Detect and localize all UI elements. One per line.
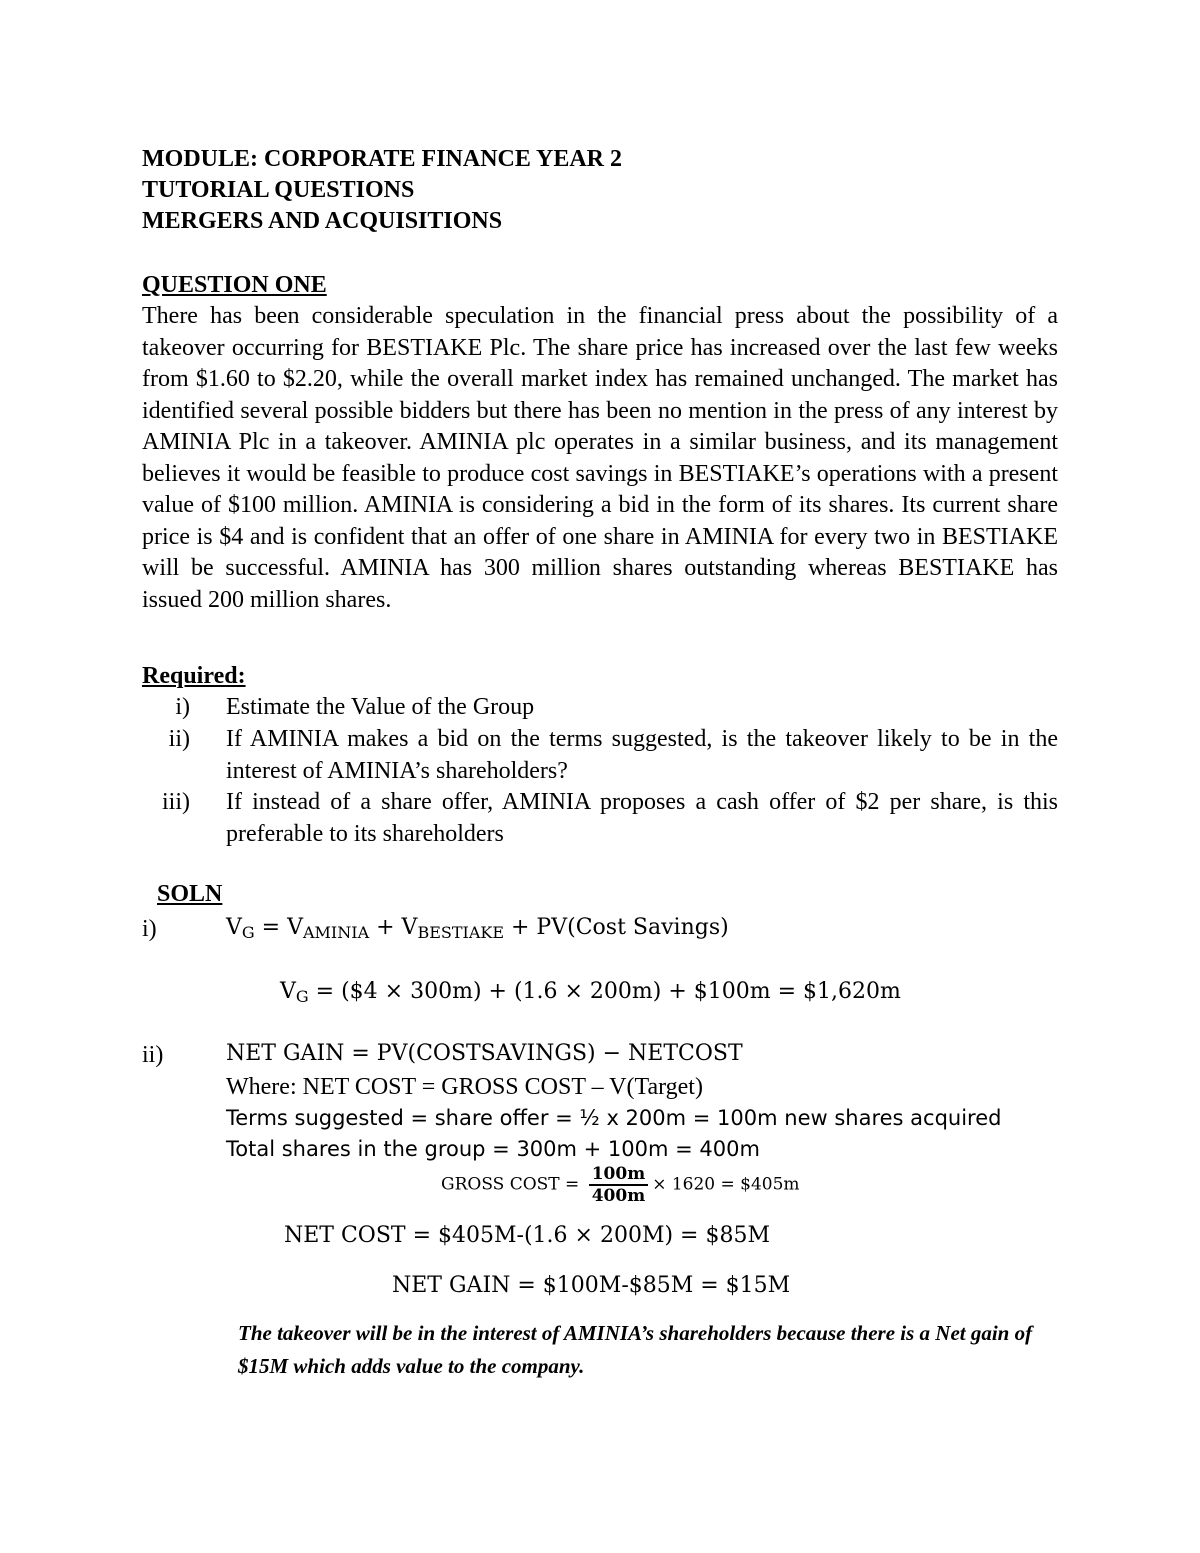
net-cost-definition: Where: NET COST = GROSS COST – V(Target) [226, 1074, 703, 1100]
required-item-1-number: i) [175, 694, 190, 720]
question-paragraph: There has been considerable speculation in the financial press about the possibility of a takeover occurring for BESTIAKE Plc. The share price has increased over the last few weeks from $1.60 to $2.20, while the overall market index has remained unchanged. The market has identified several possible bidders but there has been no mention in the press of any interest by AMINIA Plc in a takeover. AMINIA plc operates in a similar business, and its management believes it would be feasible to produce cost savings in BESTIAKE’s operations with a present value of $100 million. AMINIA is considering a bid in the form of its shares. Its current share price is $4 and is confident that an offer of one share in AMINIA for every two in BESTIAKE will be successful. AMINIA has 300 million shares outstanding whereas BESTIAKE has issued 200 million shares. [142, 303, 1058, 613]
net-gain-calculation: NET GAIN = $100M-$85M = $15M [392, 1273, 791, 1298]
solution-part-2-number: ii) [142, 1042, 164, 1068]
total-shares-line: Total shares in the group = 300m + 100m = 400m [226, 1137, 760, 1161]
gross-cost-fraction: $\frac{100m}{400m}$ [589, 1164, 648, 1206]
gross-cost-formula: GROSS COST = $\frac{100m}{400m}$ × 1620 = $405m [441, 1164, 800, 1206]
solution-title: SOLN [157, 881, 223, 907]
tutorial-title: TUTORIAL QUESTIONS [142, 177, 415, 203]
terms-suggested-line: Terms suggested = share offer = ½ x 200m = 100m new shares acquired [226, 1106, 1002, 1130]
conclusion-text: The takeover will be in the interest of AMINIA’s shareholders because there is a Net gain of $15M which adds value to the company. [238, 1321, 1033, 1378]
group-value-calculation: $V_G$ = ($4 × 300m) + (1.6 × 200m) + $100m = $1,620m [280, 979, 901, 1006]
required-item-2-text: If AMINIA makes a bid on the terms suggested, is the takeover likely to be in the interest of AMINIA’s shareholders? [226, 726, 1058, 784]
required-item-2-number: ii) [168, 726, 190, 752]
required-title: Required: [142, 663, 246, 689]
net-cost-calculation: NET COST = $405M-(1.6 × 200M) = $85M [284, 1223, 770, 1248]
required-item-1-text: Estimate the Value of the Group [226, 694, 535, 720]
solution-part-1-number: i) [142, 916, 157, 942]
net-gain-formula: NET GAIN = PV(COSTSAVINGS) − NETCOST [226, 1041, 743, 1066]
question-title: QUESTION ONE [142, 272, 327, 298]
topic-title: MERGERS AND ACQUISITIONS [142, 208, 503, 234]
required-item-3-text: If instead of a share offer, AMINIA proposes a cash offer of $2 per share, is this preferable to its shareholders [226, 789, 1058, 847]
group-value-formula: $V_G = V_{AMINIA} + V_{BESTIAKE}$ + PV(Cost Savings) [226, 915, 729, 942]
module-title: MODULE: CORPORATE FINANCE YEAR 2 [142, 146, 622, 172]
required-item-3-number: iii) [162, 789, 190, 815]
